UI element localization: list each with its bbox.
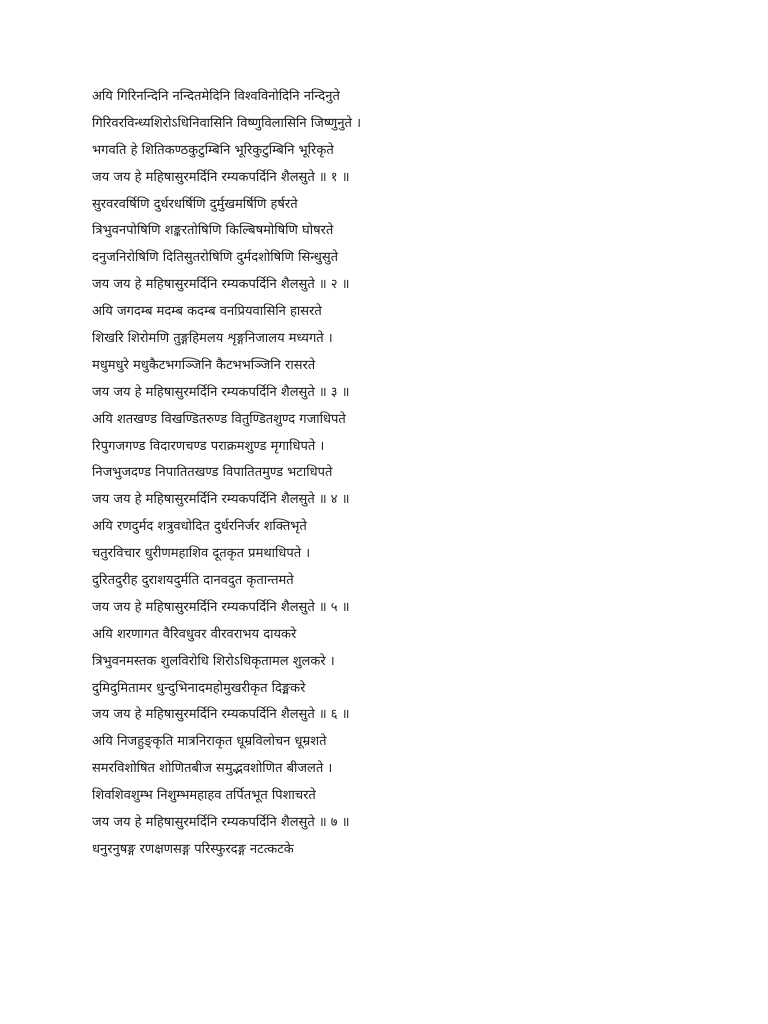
- verse-line: अयि शरणागत वैरिवधुवर वीरवराभय दायकरे: [92, 626, 297, 642]
- verse-line: त्रिभुवनमस्तक शुलविरोधि शिरोऽधिकृतामल शुलकरे ।: [92, 653, 335, 669]
- refrain-line: जय जय हे महिषासुरमर्दिनि रम्यकपर्दिनि शैलसुते ॥ ५ ॥: [92, 599, 350, 615]
- verse-line: अयि शतखण्ड विखण्डितरुण्ड वितुण्डितशुण्द गजाधिपते: [92, 411, 346, 427]
- refrain-line: जय जय हे महिषासुरमर्दिनि रम्यकपर्दिनि शैलसुते ॥ १ ॥: [92, 169, 350, 185]
- verse-line: अयि जगदम्ब मदम्ब कदम्ब वनप्रियवासिनि हासरते: [92, 304, 322, 320]
- refrain-line: जय जय हे महिषासुरमर्दिनि रम्यकपर्दिनि शैलसुते ॥ ६ ॥: [92, 707, 350, 723]
- verse-line: सुरवरवर्षिणि दुर्धरधर्षिणि दुर्मुखमर्षिणि हर्षरते: [92, 196, 298, 212]
- verse-line: शिवशिवशुम्भ निशुम्भमहाहव तर्पितभूत पिशाचरते: [92, 788, 316, 804]
- verse-line: दुमिदुमितामर धुन्दुभिनादमहोमुखरीकृत दिङ्मकरे: [92, 680, 306, 696]
- stotram-text: [92, 84, 732, 864]
- refrain-line: जय जय हे महिषासुरमर्दिनि रम्यकपर्दिनि शैलसुते ॥ ४ ॥: [92, 492, 350, 508]
- verse-line: धनुरनुषङ्ग रणक्षणसङ्ग परिस्फुरदङ्ग नटत्कटके: [92, 841, 294, 857]
- verse-line: गिरिवरविन्ध्यशिरोऽधिनिवासिनि विष्णुविलासिनि जिष्णुनुते ।: [92, 115, 362, 131]
- verse-line: दनुजनिरोषिणि दितिसुतरोषिणि दुर्मदशोषिणि सिन्धुसुते: [92, 250, 339, 266]
- verse-line: चतुरविचार धुरीणमहाशिव दूतकृत प्रमथाधिपते ।: [92, 546, 311, 562]
- verse-line: मधुमधुरे मधुकैटभगञ्जिनि कैटभभञ्जिनि रासरते: [92, 357, 316, 373]
- verse-line: शिखरि शिरोमणि तुङ्गहिमलय शृङ्गनिजालय मध्यगते ।: [92, 331, 333, 347]
- verse-line: निजभुजदण्ड निपातितखण्ड विपातितमुण्ड भटाधिपते: [92, 465, 333, 481]
- verse-line: अयि गिरिनन्दिनि नन्दितमेदिनि विश्वविनोदिनि नन्दिनुते: [92, 89, 340, 104]
- verse-line: अयि निजहुङ्कृति मात्रनिराकृत धूम्रविलोचन धूम्रशते: [92, 734, 327, 750]
- refrain-line: जय जय हे महिषासुरमर्दिनि रम्यकपर्दिनि शैलसुते ॥ ३ ॥: [92, 384, 350, 400]
- verse-line: भगवति हे शितिकण्ठकुटुम्बिनि भूरिकुटुम्बिनि भूरिकृते: [92, 142, 334, 158]
- verse-line: त्रिभुवनपोषिणि शङ्करतोषिणि किल्बिषमोषिणि घोषरते: [92, 223, 334, 239]
- verse-line: समरविशोषित शोणितबीज समुद्भवशोणित बीजलते ।: [92, 761, 333, 777]
- verse-line: दुरितदुरीह दुराशयदुर्मति दानवदुत कृतान्तमते: [92, 573, 294, 589]
- verse-line: अयि रणदुर्मद शत्रुवधोदित दुर्धरनिर्जर शक्तिभृते: [92, 519, 307, 535]
- refrain-line: जय जय हे महिषासुरमर्दिनि रम्यकपर्दिनि शैलसुते ॥ २ ॥: [92, 277, 350, 293]
- refrain-line: जय जय हे महिषासुरमर्दिनि रम्यकपर्दिनि शैलसुते ॥ ७ ॥: [92, 815, 350, 831]
- verse-line: रिपुगजगण्ड विदारणचण्ड पराक्रमशुण्ड मृगाधिपते ।: [92, 438, 325, 454]
